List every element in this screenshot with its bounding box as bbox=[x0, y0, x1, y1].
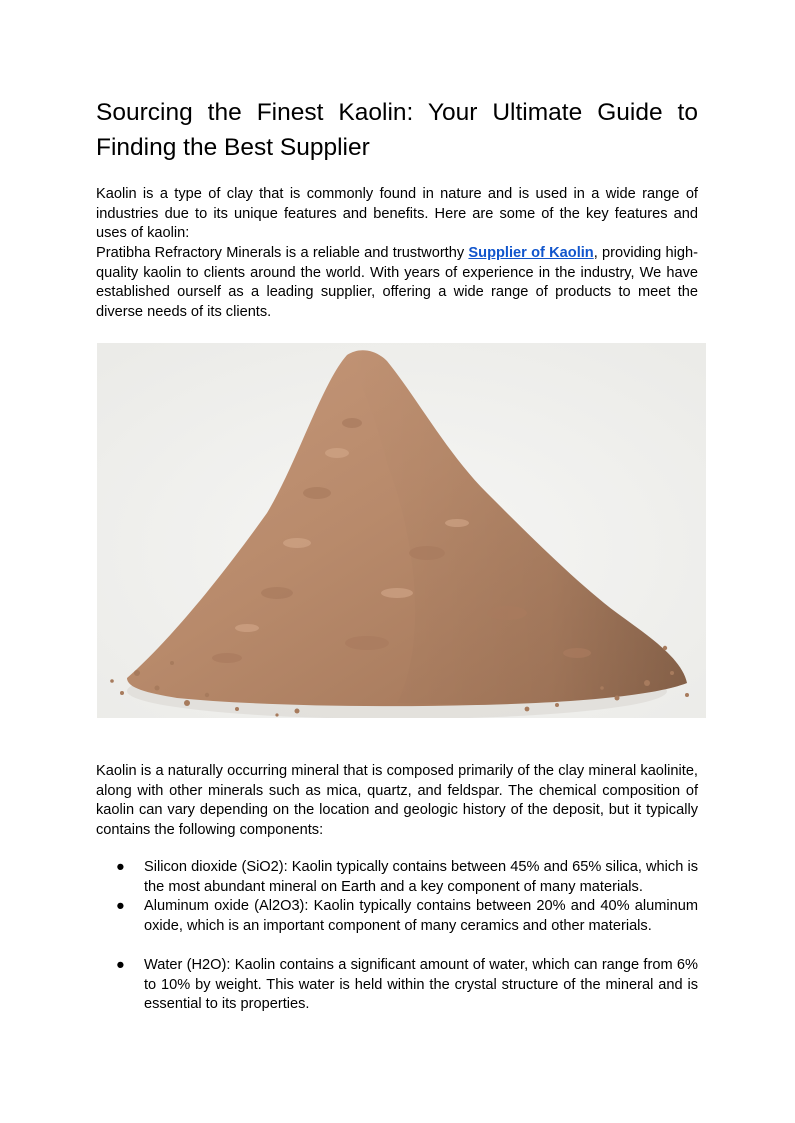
composition-list bbox=[96, 858, 698, 1015]
supplier-text-after: , providing high-quality kaolin to clients around the world. With years of experience in the industry, We have established ourself as a leading supplier, offering a wide range of products to meet the diverse needs of its clients. bbox=[96, 245, 698, 320]
bullet-icon: ● bbox=[116, 956, 125, 973]
supplier-of-kaolin-link[interactable]: Supplier of Kaolin bbox=[468, 245, 594, 261]
list-item-text: Water (H2O): Kaolin contains a significant amount of water, which can range from 6% to 10% by weight. This water is held within the crystal structure of the mineral and is essential to its properties. bbox=[144, 956, 698, 1013]
bullet-icon: ● bbox=[116, 898, 125, 915]
kaolin-powder-illustration bbox=[97, 343, 706, 718]
composition-paragraph: Kaolin is a naturally occurring mineral that is composed primarily of the clay mineral kaolinite, along with other minerals such as mica, quartz, and feldspar. The chemical composition of kaolin can vary depending on the location and geologic history of the deposit, but it typically contains the following components: bbox=[96, 763, 698, 838]
kaolin-powder-image bbox=[97, 343, 706, 718]
list-item bbox=[96, 897, 698, 936]
page-title: Sourcing the Finest Kaolin: Your Ultimate Guide to Finding the Best Supplier bbox=[96, 99, 698, 161]
list-item-text: Silicon dioxide (SiO2): Kaolin typically contains between 45% and 65% silica, which is the most abundant mineral on Earth and a key component of many materials. bbox=[144, 859, 698, 895]
list-item bbox=[96, 956, 698, 1015]
list-spacer bbox=[96, 936, 698, 956]
list-item bbox=[96, 858, 698, 897]
list-item-text: Aluminum oxide (Al2O3): Kaolin typically contains between 20% and 40% aluminum oxide, which is an important component of many ceramics and other materials. bbox=[144, 898, 698, 934]
intro-paragraph: Kaolin is a type of clay that is commonly found in nature and is used in a wide range of industries due to its unique features and benefits. Here are some of the key features and uses of kaolin: bbox=[96, 186, 698, 242]
bullet-icon: ● bbox=[116, 859, 125, 875]
supplier-text-before: Pratibha Refractory Minerals is a reliable and trustworthy bbox=[96, 245, 469, 261]
supplier-paragraph bbox=[96, 244, 698, 322]
